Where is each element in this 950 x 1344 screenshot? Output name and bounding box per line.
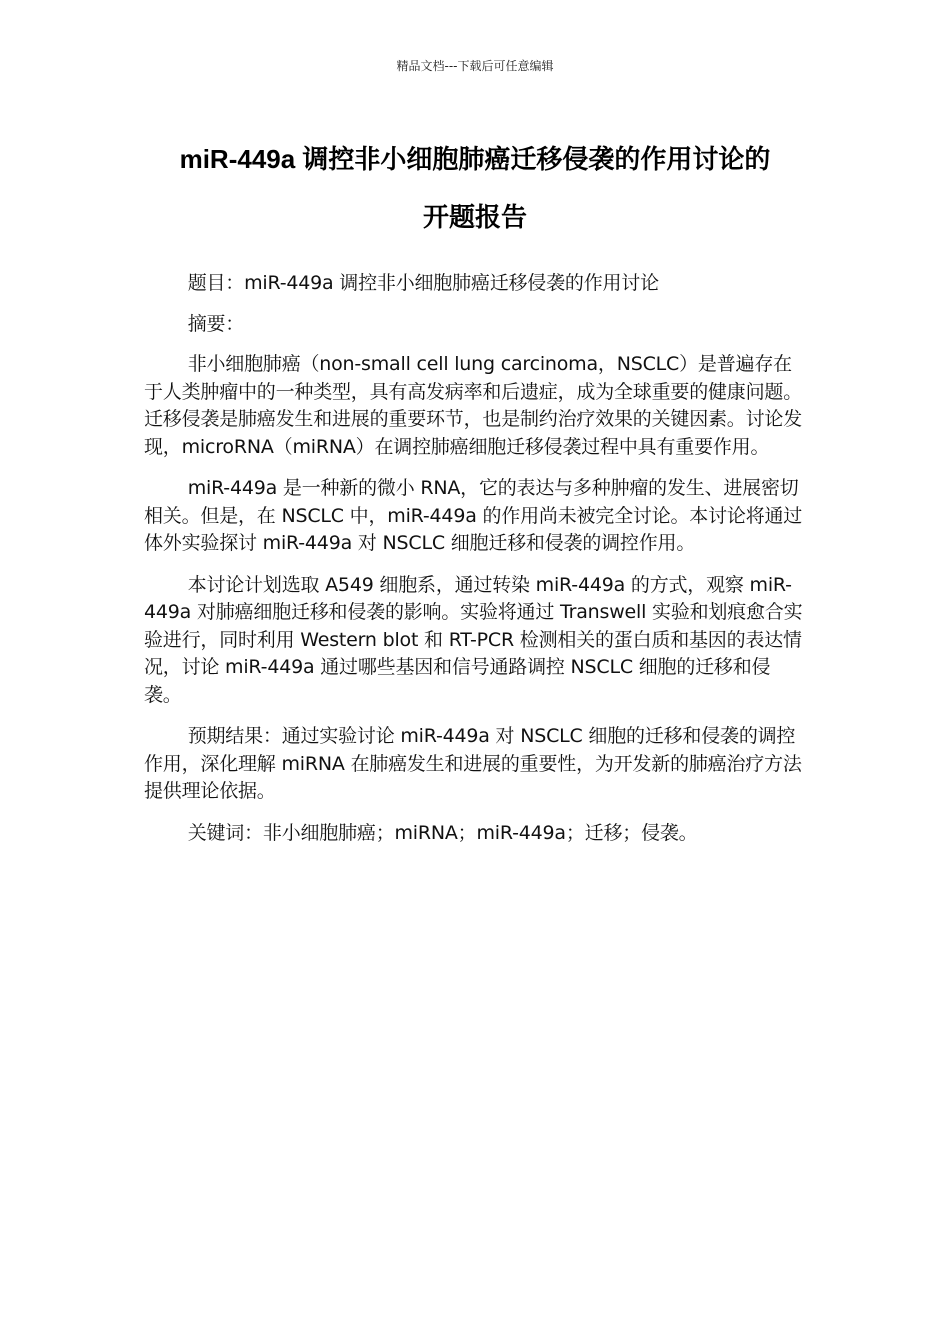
document-title [140, 130, 810, 246]
topic-line: 题目：miR-449a 调控非小细胞肺癌迁移侵袭的作用讨论 [187, 272, 659, 294]
title-line-2: 开题报告 [422, 202, 527, 232]
document-body [144, 270, 806, 860]
title-line-1: miR-449a 调控非小细胞肺癌迁移侵袭的作用讨论的 [179, 144, 771, 174]
paragraph-expected-results: 预期结果：通过实验讨论 miR-449a 对 NSCLC 细胞的迁移和侵袭的调控作用，深化理解 miRNA 在肺癌发生和进展的重要性，为开发新的肺癌治疗方法提供理论依据。 [144, 725, 802, 802]
keywords-line: 关键词：非小细胞肺癌；miRNA；miR-449a；迁移；侵袭。 [187, 821, 698, 844]
abstract-label: 摘要： [187, 312, 245, 335]
paragraph-methods: 本讨论计划选取 A549 细胞系，通过转染 miR-449a 的方式，观察 miR-449a 对肺癌细胞迁移和侵袭的影响。实验将通过 Transwell 实验和划痕愈合实验进行，同时利用 Western blot 和 RT-PCR 检测相关的蛋白质和基因的表达情况，讨论 miR-449a 通过哪些基因和信号通路调控 NSCLC 细胞的迁移和侵袭。 [144, 573, 803, 706]
paragraph-mir449a: miR-449a 是一种新的微小 RNA，它的表达与多种肿瘤的发生、进展密切相关。但是，在 NSCLC 中，miR-449a 的作用尚未被完全讨论。本讨论将通过体外实验探讨 miR-449a 对 NSCLC 细胞迁移和侵袭的调控作用。 [144, 477, 803, 554]
page-header: 精品文档---下载后可任意编辑 [396, 59, 554, 73]
paragraph-intro: 非小细胞肺癌（non-small cell lung carcinoma，NSCLC）是普遍存在于人类肿瘤中的一种类型，具有高发病率和后遗症，成为全球重要的健康问题。迁移侵袭是肺癌发生和进展的重要环节，也是制约治疗效果的关键因素。讨论发现，microRNA（miRNA）在调控肺癌细胞迁移侵袭过程中具有重要作用。 [144, 353, 803, 458]
